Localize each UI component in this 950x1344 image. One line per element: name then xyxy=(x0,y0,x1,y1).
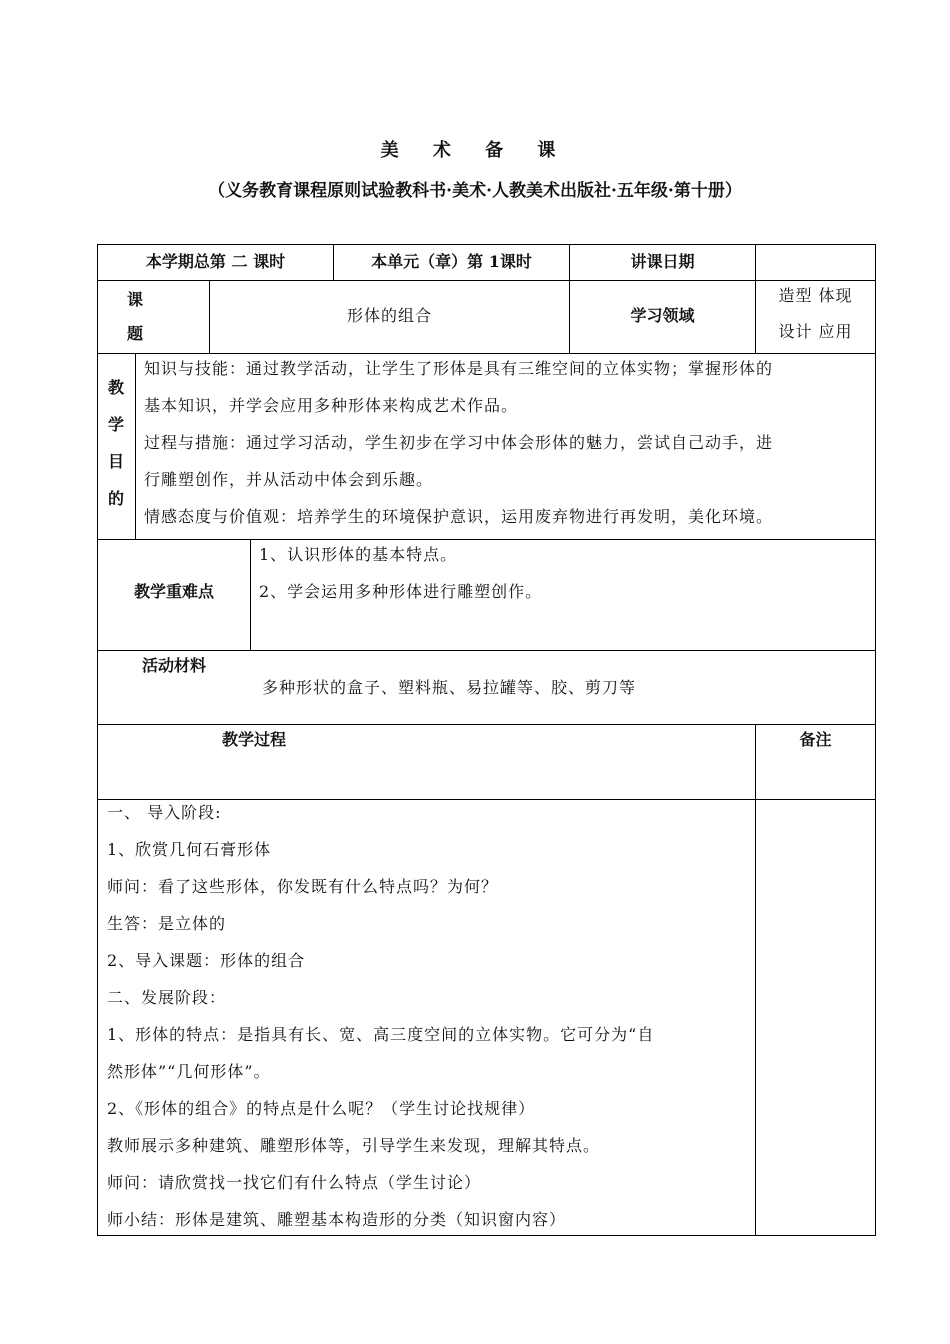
materials-value: 多种形状的盒子、塑料瓶、易拉罐等、胶、剪刀等 xyxy=(262,678,637,697)
term-lesson-count: 本学期总第 二 课时 xyxy=(145,252,286,271)
topic-value: 形体的组合 xyxy=(346,306,432,325)
key-points-list xyxy=(259,536,869,610)
list-item: 1、认识形体的基本特点。 xyxy=(259,545,458,564)
objectives-label: 教 学 目 的 xyxy=(107,378,124,508)
unit-lesson-count: 本单元（章）第 1课时 xyxy=(371,252,532,271)
key-points-label: 教学重难点 xyxy=(133,582,214,601)
topic-label: 课 题 xyxy=(126,290,143,343)
materials-label: 活动材料 xyxy=(141,656,206,675)
document-title: 美 术 备 课 xyxy=(380,140,570,161)
objectives-text: 知识与技能：通过教学活动，让学生了形体是具有三维空间的立体实物；掌握形体的 基本知识，并学会应用多种形体来构成艺术作品。 过程与措施：通过学习活动，学生初步在学习中体会形体的魅力，尝试自己动手，进 行雕塑创作，并从活动中体会到乐趣。 情感态度与价值观：培养学生的环境保护意识，运用废弃物进行再发明，美化环境。 xyxy=(144,359,774,526)
document-subtitle: （义务教育课程原则试验教科书·美术·人教美术出版社·五年级·第十册） xyxy=(208,181,742,201)
learning-domain-label: 学习领域 xyxy=(630,306,695,325)
learning-domain-value: 造型 体现 设计 应用 xyxy=(778,286,853,341)
list-item: 2、学会运用多种形体进行雕塑创作。 xyxy=(259,582,543,601)
process-label: 教学过程 xyxy=(222,730,287,749)
process-content: 一、 导入阶段: 1、欣赏几何石膏形体 师问：看了这些形体，你发既有什么特点吗？为何？ 生答：是立体的 2、导入课题：形体的组合 二、发展阶段： 1、形体的特点：是指具有长、宽、高三度空间的立体实物。它可分为“自 然形体”“几何形体”。 2、《形体的组合》的特点是什么呢？（学生讨论找规律） 教师展示多种建筑、雕塑形体等，引导学生来发现，理解其特点。 师问：请欣赏找一找它们有什么特点（学生讨论） 师小结：形体是建筑、雕塑基本构造形的分类（知识窗内容） xyxy=(107,803,655,1229)
lecture-date-label: 讲课日期 xyxy=(630,252,695,271)
notes-label: 备注 xyxy=(799,730,832,749)
